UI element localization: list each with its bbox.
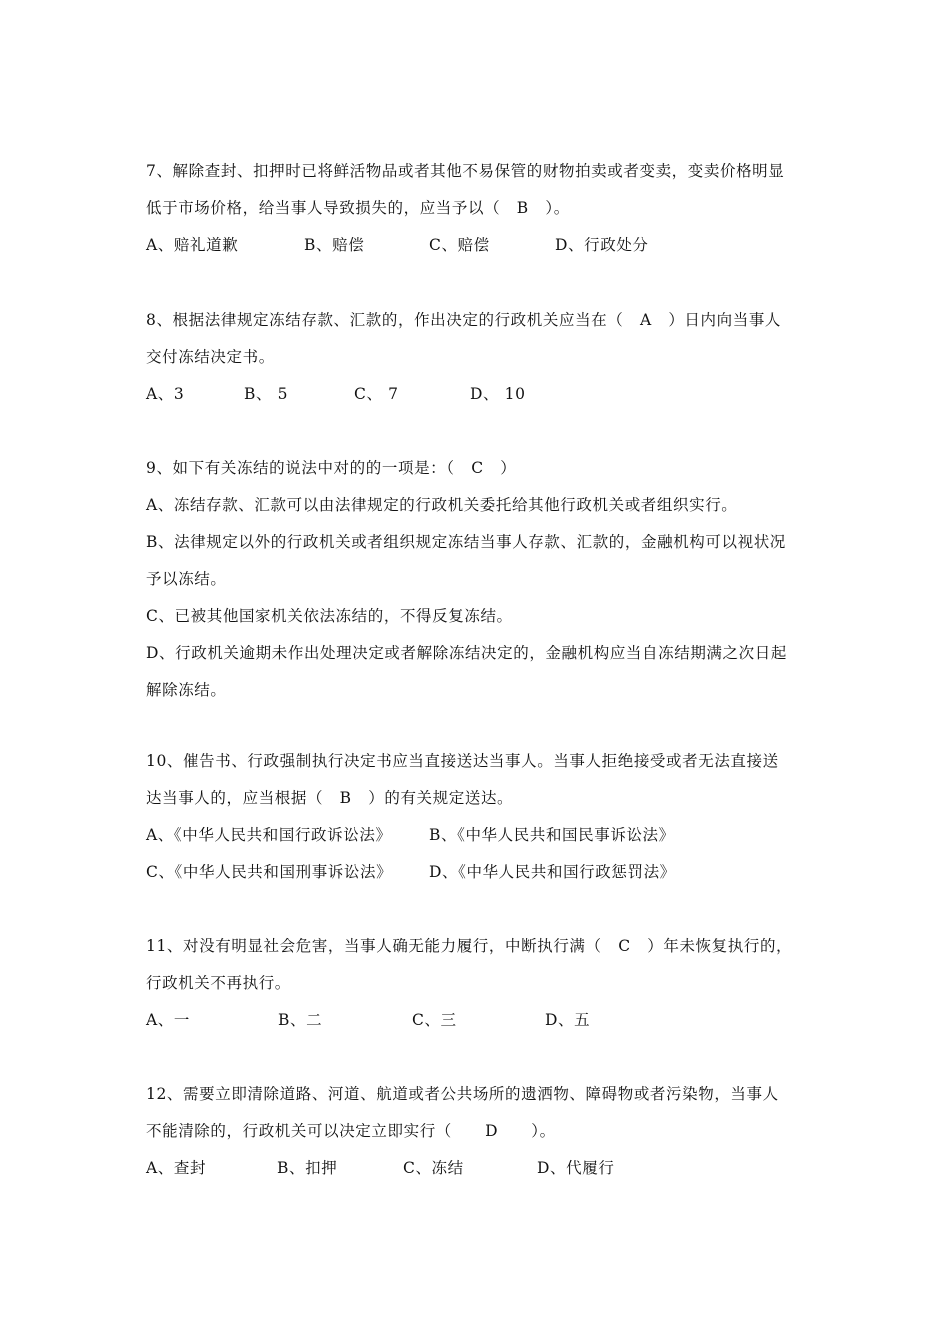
option-a: A、赔礼道歉 (146, 236, 239, 254)
question-7 (146, 153, 816, 264)
option-a: A、3 (146, 385, 185, 403)
option-c: C、冻结 (403, 1159, 464, 1177)
option-text: 解除冻结。 (146, 681, 227, 699)
question-text: 7、解除查封、扣押时已将鲜活物品或者其他不易保管的财物拍卖或者变卖，变卖价格明显 (146, 162, 785, 180)
question-text: 8、根据法律规定冻结存款、汇款的，作出决定的行政机关应当在（ A ）日内向当事人 (146, 311, 782, 329)
option-d: D、五 (545, 1011, 591, 1029)
option-b: B、扣押 (277, 1159, 338, 1177)
option-c: C、《中华人民共和国刑事诉讼法》 (146, 863, 393, 881)
option-text: B、法律规定以外的行政机关或者组织规定冻结当事人存款、汇款的，金融机构可以视状况 (146, 533, 786, 551)
option-b: B、二 (278, 1011, 323, 1029)
option-text: 予以冻结。 (146, 570, 227, 588)
option-row (146, 376, 816, 413)
question-8 (146, 302, 816, 413)
option-b: B、《中华人民共和国民事诉讼法》 (429, 826, 675, 844)
question-text: 低于市场价格，给当事人导致损失的，应当予以（ B ）。 (146, 199, 570, 217)
option-d: D、 10 (470, 385, 526, 403)
question-text: 11、对没有明显社会危害，当事人确无能力履行，中断执行满（ C ）年未恢复执行的， (146, 937, 793, 955)
question-12 (146, 1076, 816, 1187)
question-9 (146, 450, 816, 709)
question-text: 达当事人的，应当根据（ B ）的有关规定送达。 (146, 789, 514, 807)
option-b: B、 5 (244, 385, 289, 403)
option-b: B、赔偿 (304, 236, 365, 254)
option-row (146, 1150, 816, 1187)
option-row (146, 1002, 816, 1039)
option-c: C、三 (412, 1011, 457, 1029)
question-text: 12、需要立即清除道路、河道、航道或者公共场所的遗洒物、障碍物或者污染物，当事人 (146, 1085, 779, 1103)
option-d: D、代履行 (537, 1159, 615, 1177)
option-d: D、行政处分 (555, 236, 649, 254)
question-text: 9、如下有关冻结的说法中对的的一项是：（ C ） (146, 459, 517, 477)
option-row (146, 817, 816, 854)
option-a: A、《中华人民共和国行政诉讼法》 (146, 826, 392, 844)
question-text: 交付冻结决定书。 (146, 348, 275, 366)
question-10 (146, 743, 816, 891)
option-a: A、一 (146, 1011, 190, 1029)
option-a: A、查封 (146, 1159, 207, 1177)
option-text: C、已被其他国家机关依法冻结的，不得反复冻结。 (146, 607, 513, 625)
option-text: D、行政机关逾期未作出处理决定或者解除冻结决定的，金融机构应当自冻结期满之次日起 (146, 644, 787, 662)
question-text: 10、催告书、行政强制执行决定书应当直接送达当事人。当事人拒绝接受或者无法直接送 (146, 752, 779, 770)
question-text: 行政机关不再执行。 (146, 974, 291, 992)
option-row (146, 227, 816, 264)
option-c: C、 7 (354, 385, 399, 403)
option-c: C、赔偿 (429, 236, 490, 254)
option-d: D、《中华人民共和国行政惩罚法》 (429, 863, 676, 881)
option-row (146, 854, 816, 891)
question-text: 不能清除的，行政机关可以决定立即实行（ D ）。 (146, 1122, 556, 1140)
question-11 (146, 928, 816, 1039)
option-text: A、冻结存款、汇款可以由法律规定的行政机关委托给其他行政机关或者组织实行。 (146, 496, 738, 514)
